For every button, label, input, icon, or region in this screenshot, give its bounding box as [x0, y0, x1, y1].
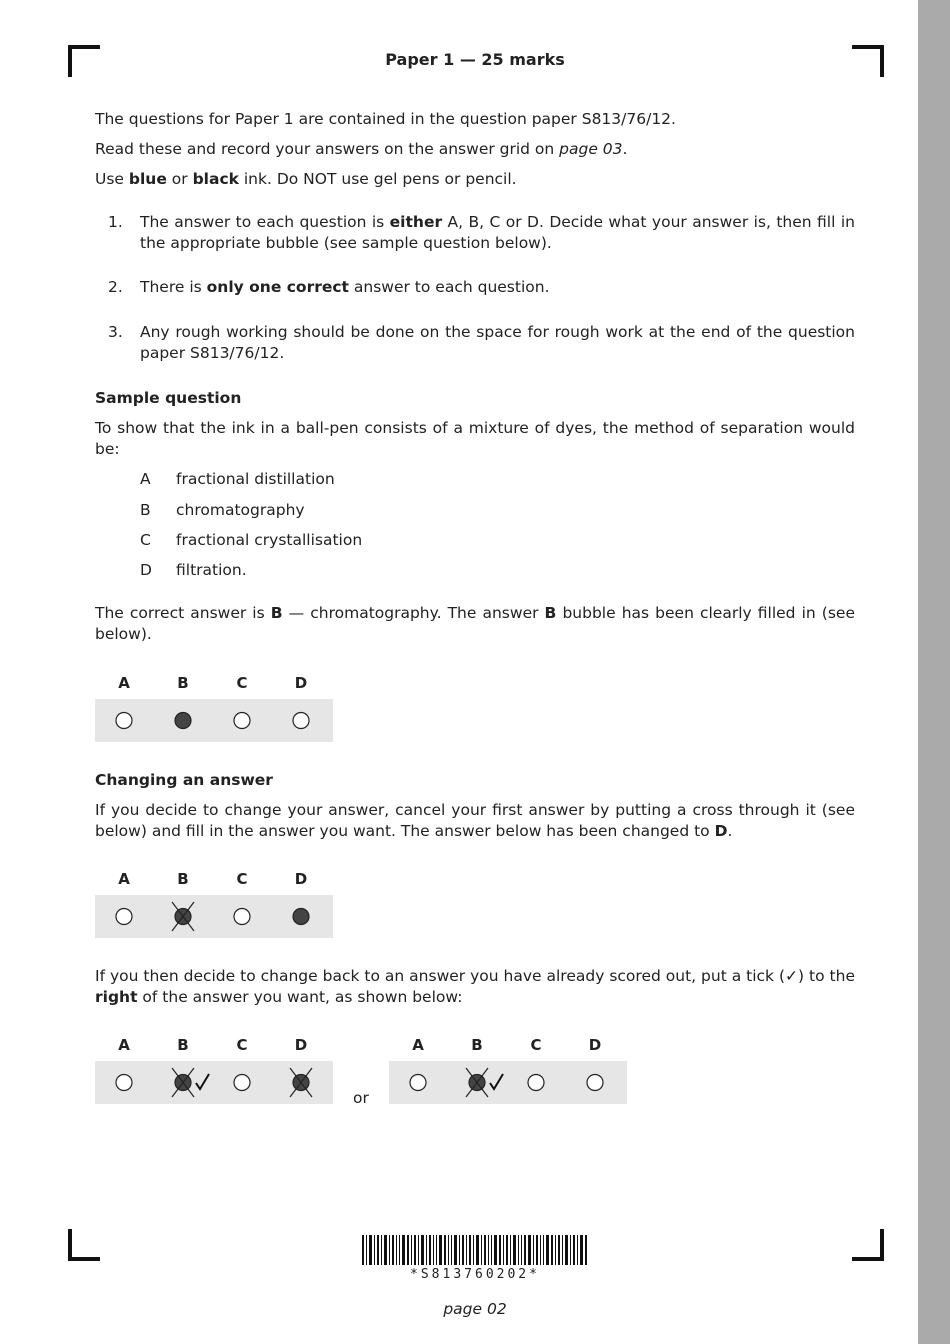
- instruction-number: 2.: [108, 278, 123, 296]
- page-title: Paper 1 — 25 marks: [385, 50, 565, 69]
- grid-letter-a: A: [118, 674, 130, 692]
- crop-mark-bottom-right: [852, 1229, 884, 1261]
- page-number: page 02: [443, 1300, 507, 1318]
- grid-letter-a: A: [118, 1036, 130, 1054]
- grid-letter-b: B: [177, 674, 189, 692]
- bubble-d: [587, 1075, 603, 1091]
- instruction-number: 1.: [108, 213, 123, 231]
- grid-letter-b: B: [177, 1036, 189, 1054]
- bubble-a: [116, 713, 132, 729]
- option-letter: A: [140, 470, 151, 488]
- bubble-c: [234, 909, 250, 925]
- grid-letter-a: A: [412, 1036, 424, 1054]
- option-letter: D: [140, 561, 152, 579]
- grid-letter-b: B: [177, 870, 189, 888]
- grid-letter-d: D: [294, 1036, 308, 1054]
- answer-grid-ticked-1: [95, 1061, 333, 1104]
- or-separator: or: [353, 1089, 369, 1107]
- instruction-2: There is only one correct answer to each question.: [140, 278, 550, 296]
- sample-question-heading: Sample question: [95, 389, 242, 407]
- bubble-a: [116, 909, 132, 925]
- grid-letter-c: C: [236, 1036, 248, 1054]
- option-letter: B: [140, 501, 151, 519]
- option-text: fractional crystallisation: [176, 531, 363, 549]
- barcode: [362, 1235, 588, 1265]
- changing-answer-text: If you decide to change your answer, cancel your first answer by putting a cross through it (see below) and fill in the answer you want. The answer below has been changed to D.: [95, 801, 855, 840]
- side-margin-strip: [918, 0, 950, 1344]
- option-text: fractional distillation: [176, 470, 335, 488]
- answer-grid-sample: [95, 699, 333, 742]
- grid-letter-b: B: [471, 1036, 483, 1054]
- tick-icon: [490, 1074, 503, 1089]
- bubble-c: [528, 1075, 544, 1091]
- grid-letter-d: D: [294, 870, 308, 888]
- intro-line-2: Read these and record your answers on the answer grid on page 03.: [95, 140, 628, 158]
- answer-grid-changed: [95, 895, 333, 938]
- grid-letter-c: C: [236, 674, 248, 692]
- grid-letter-c: C: [530, 1036, 542, 1054]
- option-text: chromatography: [176, 501, 305, 519]
- sample-question-text: To show that the ink in a ball-pen consists of a mixture of dyes, the method of separation would be:: [95, 419, 855, 458]
- grid-letter-c: C: [236, 870, 248, 888]
- sample-answer-text: The correct answer is B — chromatography. The answer B bubble has been clearly filled in (see below).: [95, 604, 855, 643]
- barcode-number: *S813760202*: [410, 1267, 540, 1282]
- bubble-a: [116, 1075, 132, 1091]
- bubble-d: [293, 713, 309, 729]
- option-letter: C: [140, 531, 151, 549]
- option-text: filtration.: [176, 561, 247, 579]
- instruction-3: Any rough working should be done on the space for rough work at the end of the question paper S813/76/12.: [140, 323, 855, 362]
- changing-answer-heading: Changing an answer: [95, 771, 273, 789]
- instruction-number: 3.: [108, 323, 123, 341]
- answer-grid-ticked-2: [389, 1061, 627, 1104]
- grid-letter-d: D: [588, 1036, 602, 1054]
- tick-icon: [196, 1074, 209, 1089]
- grid-letter-a: A: [118, 870, 130, 888]
- crop-mark-bottom-left: [68, 1229, 100, 1261]
- instruction-1: The answer to each question is either A, B, C or D. Decide what your answer is, then fill in the appropriate bubble (see sample question below).: [140, 213, 855, 252]
- bubble-c: [234, 713, 250, 729]
- change-back-text: If you then decide to change back to an answer you have already scored out, put a tick (✓) to the right of the answer you want, as shown below:: [95, 967, 855, 1006]
- intro-line-3: Use blue or black ink. Do NOT use gel pens or pencil.: [95, 170, 517, 188]
- grid-letter-d: D: [294, 674, 308, 692]
- bubble-c: [234, 1075, 250, 1091]
- bubble-b-filled: [175, 713, 191, 729]
- bubble-a: [410, 1075, 426, 1091]
- intro-line-1: The questions for Paper 1 are contained in the question paper S813/76/12.: [95, 110, 676, 128]
- bubble-d-filled: [293, 909, 309, 925]
